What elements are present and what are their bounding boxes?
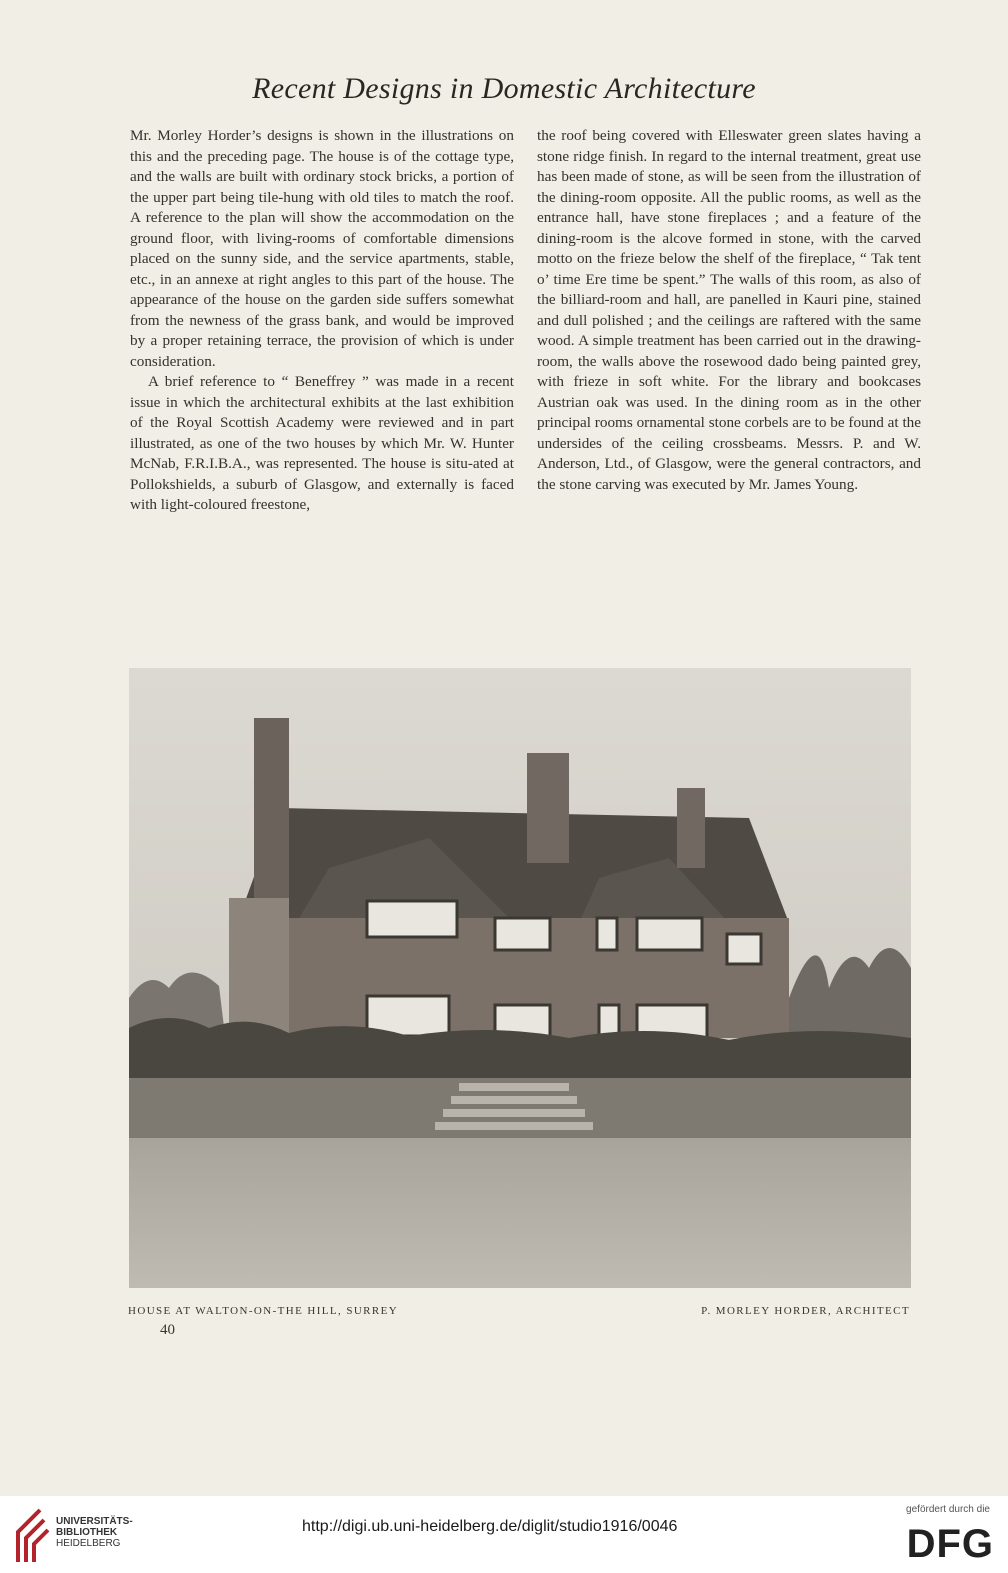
running-head: Recent Designs in Domestic Architecture [252,72,756,105]
paragraph: Mr. Morley Horder’s designs is shown in the illustrations on this and the preceding page. The house is of the cottage type, and the walls are built with ordinary stock bricks, a portion of the upper part being tile-hung with old tiles to match the roof. A reference to the plan will show the accommodation on the ground floor, with living-rooms of comfortable dimensions placed on the sunny side, and the service apartments, stable, etc., in an annexe at right angles to this part of the house. The appearance of the house on the garden side suffers somewhat from the newness of the grass bank, and would be improved by a proper retaining terrace, the provision of which is under consideration. [130,127,514,370]
right-text-column [537,126,921,495]
footer-bar [0,1496,1008,1573]
left-text-column [130,126,514,516]
caption-title: HOUSE AT WALTON-ON-THE HILL, SURREY [128,1305,399,1317]
university-library-logo-icon [10,1506,50,1566]
dfg-logo: DFG [906,1522,994,1566]
library-name: UNIVERSITÄTS- BIBLIOTHEK HEIDELBERG [56,1516,133,1549]
funded-by-label: gefördert durch die [906,1504,990,1515]
caption-architect: P. MORLEY HORDER, ARCHITECT [701,1305,910,1317]
paragraph: A brief reference to “ Beneffrey ” was made in a recent issue in which the architectural exhibits at the last exhibition of the Royal Scottish Academy were reviewed and in part illustrated, as one of the two houses by which Mr. W. Hunter McNab, F.R.I.B.A., was represented. The house is situ-ated at Pollokshields, a suburb of Glasgow, and externally is faced with light-coloured freestone, [130,373,514,513]
paragraph: the roof being covered with Elleswater green slates having a stone ridge finish. In regard to the internal treatment, great use has been made of stone, as will be seen from the illustration of the dining-room opposite. All the public rooms, as well as the entrance hall, have stone fireplaces ; and a feature of the dining-room is the alcove formed in stone, with the carved motto on the frieze below the shelf of the fireplace, “ Tak tent o’ time Ere time be spent.” The walls of this room, as also of the billiard-room and hall, are panelled in Kauri pine, stained and dull polished ; and the ceilings are raftered with the same wood. A simple treatment has been carried out in the drawing-room, the walls above the rosewood dado being painted grey, with frieze in soft white. For the library and bookcases Austrian oak was used. In the dining room as in the other principal rooms ornamental stone corbels are to be found at the undersides of the ceiling crossbeams. Messrs. P. and W. Anderson, Ltd., of Glasgow, were the general contractors, and the stone carving was executed by Mr. James Young. [537,127,921,493]
digital-library-link[interactable]: http://digi.ub.uni-heidelberg.de/diglit/studio1916/0046 [302,1518,678,1535]
page-number: 40 [160,1322,175,1338]
house-photograph [129,668,911,1288]
